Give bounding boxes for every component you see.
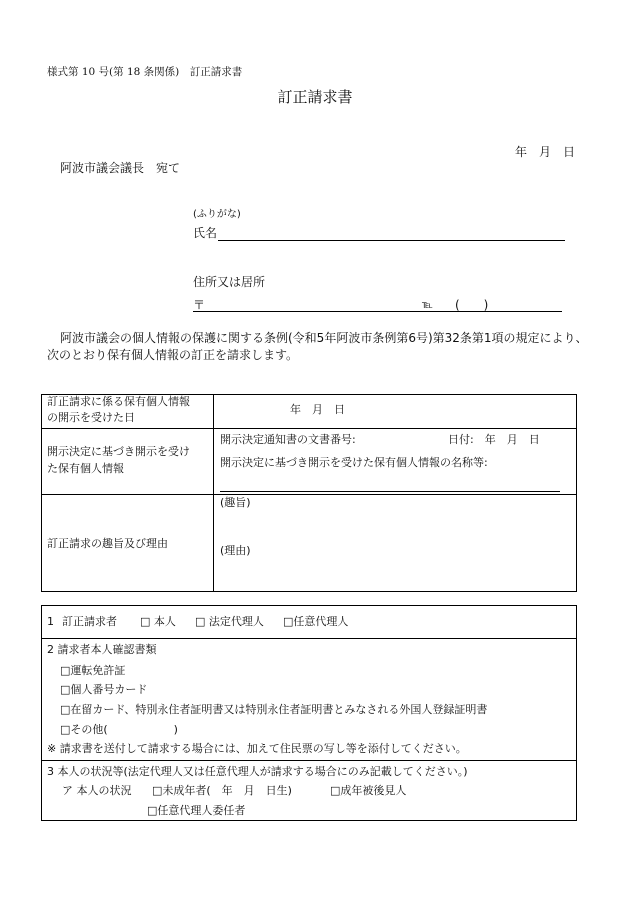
disclosure-table-divider [213,394,214,591]
disclosed-info-label: た保有個人情報 [47,462,124,475]
checkbox-drivers-license[interactable]: □運転免許証 [60,664,126,677]
page-title: 訂正請求書 [277,88,353,106]
disclosure-table-row-line [41,428,576,429]
checkbox-voluntary-agent[interactable]: □任意代理人 [283,615,349,628]
notice-date-field[interactable]: 日付: 年 月 日 [448,433,540,446]
reason-field[interactable]: (理由) [220,544,251,557]
addressee: 阿波市議会議長 宛て [60,161,181,175]
section-2-heading: 2 請求者本人確認書類 [47,643,157,656]
intro-line-1: 阿波市議会の個人情報の保護に関する条例(令和5年阿波市条例第6号)第32条第1項の規定により、 [60,331,588,345]
checkbox-other-document[interactable]: □その他( ) [60,723,178,736]
mail-request-note: ※ 請求書を送付して請求する場合には、加えて住民票の写し等を添付してください。 [47,742,467,755]
purpose-field[interactable]: (趣旨) [220,496,251,509]
submission-date-field[interactable]: 年 月 日 [515,145,576,159]
disclosure-date-field[interactable]: 年 月 日 [290,403,345,416]
checkbox-minor[interactable]: □未成年者( 年 月 日生) [152,784,292,797]
section-1-number: 1 [47,615,54,628]
checkbox-residence-card[interactable]: □在留カード、特別永住者証明書又は特別永住者証明書とみなされる外国人登録証明書 [60,703,488,716]
address-field[interactable] [193,311,562,312]
principal-status-label: ア 本人の状況 [62,784,132,797]
form-number: 様式第 10 号(第 18 条関係) 訂正請求書 [47,66,243,78]
tel-label: ℡ [422,300,433,311]
checkbox-adult-ward[interactable]: □成年被後見人 [330,784,407,797]
disclosed-info-name-label: 開示決定に基づき開示を受けた保有個人情報の名称等: [220,456,488,469]
section-3-heading: 3 本人の状況等(法定代理人又は任意代理人が請求する場合にのみ記載してください。) [47,765,468,778]
furigana-label: (ふりがな) [193,209,241,220]
disclosure-date-label: の開示を受けた日 [47,411,135,424]
disclosure-date-label: 訂正請求に係る保有個人情報 [47,395,190,408]
details-table-row-line [41,760,576,761]
section-1-label: 訂正請求者 [62,615,117,628]
postal-mark: 〒 [193,298,206,312]
name-label: 氏名 [193,226,218,240]
tel-field[interactable]: ( ) [455,298,489,312]
purpose-and-reason-label: 訂正請求の趣旨及び理由 [47,537,168,550]
address-label: 住所又は居所 [193,275,266,289]
name-field[interactable] [218,240,565,241]
checkbox-agent-principal[interactable]: □任意代理人委任者 [147,804,246,817]
disclosure-table-row-line [41,494,576,495]
checkbox-self[interactable]: □ 本人 [140,615,176,628]
details-table-row-line [41,638,576,639]
checkbox-legal-representative[interactable]: □ 法定代理人 [195,615,264,628]
disclosed-info-label: 開示決定に基づき開示を受け [47,445,190,458]
intro-line-2: 次のとおり保有個人情報の訂正を請求します。 [47,348,299,362]
disclosed-info-name-field[interactable] [220,491,560,492]
notice-document-number-field[interactable]: 開示決定通知書の文書番号: [220,433,356,446]
checkbox-my-number-card[interactable]: □個人番号カード [60,683,148,696]
